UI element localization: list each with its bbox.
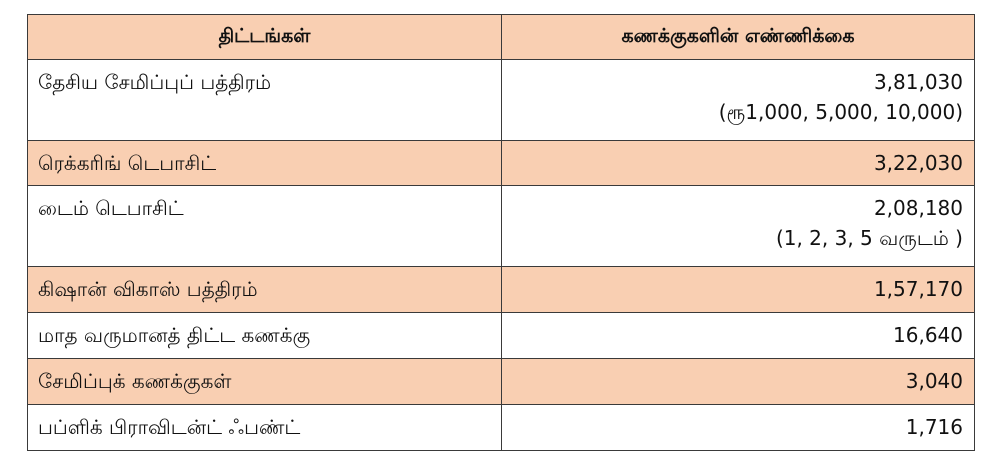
scheme-name: டைம் டெபாசிட்	[28, 186, 502, 267]
table-header-row	[28, 15, 975, 60]
schemes-table	[27, 14, 975, 451]
account-count-value: 3,040	[502, 359, 975, 405]
account-count-value: 1,716	[502, 405, 975, 451]
account-count-value: 3,22,030	[502, 141, 975, 186]
account-count-value: 3,81,030	[873, 70, 963, 94]
header-account-count: கணக்குகளின் எண்ணிக்கை	[502, 15, 975, 60]
table-row	[28, 359, 975, 405]
scheme-name: கிஷான் விகாஸ் பத்திரம்	[28, 267, 502, 313]
account-count-value: 2,08,180	[873, 196, 963, 220]
header-schemes: திட்டங்கள்	[28, 15, 502, 60]
account-count	[502, 186, 975, 267]
account-count-note: (1, 2, 3, 5 வருடம் )	[775, 226, 963, 250]
table-row	[28, 267, 975, 313]
account-count-value: 1,57,170	[502, 267, 975, 313]
table-row	[28, 60, 975, 141]
scheme-name: ரெக்கரிங் டெபாசிட்	[28, 141, 502, 186]
table-row	[28, 186, 975, 267]
account-count	[502, 60, 975, 141]
scheme-name: பப்ளிக் பிராவிடன்ட் ஃபண்ட்	[28, 405, 502, 451]
table-row	[28, 405, 975, 451]
table-row	[28, 313, 975, 359]
scheme-name: தேசிய சேமிப்புப் பத்திரம்	[28, 60, 502, 141]
table-row	[28, 141, 975, 186]
account-count-note: (ரூ1,000, 5,000, 10,000)	[718, 100, 963, 124]
scheme-name: மாத வருமானத் திட்ட கணக்கு	[28, 313, 502, 359]
scheme-name: சேமிப்புக் கணக்குகள்	[28, 359, 502, 405]
account-count-value: 16,640	[502, 313, 975, 359]
